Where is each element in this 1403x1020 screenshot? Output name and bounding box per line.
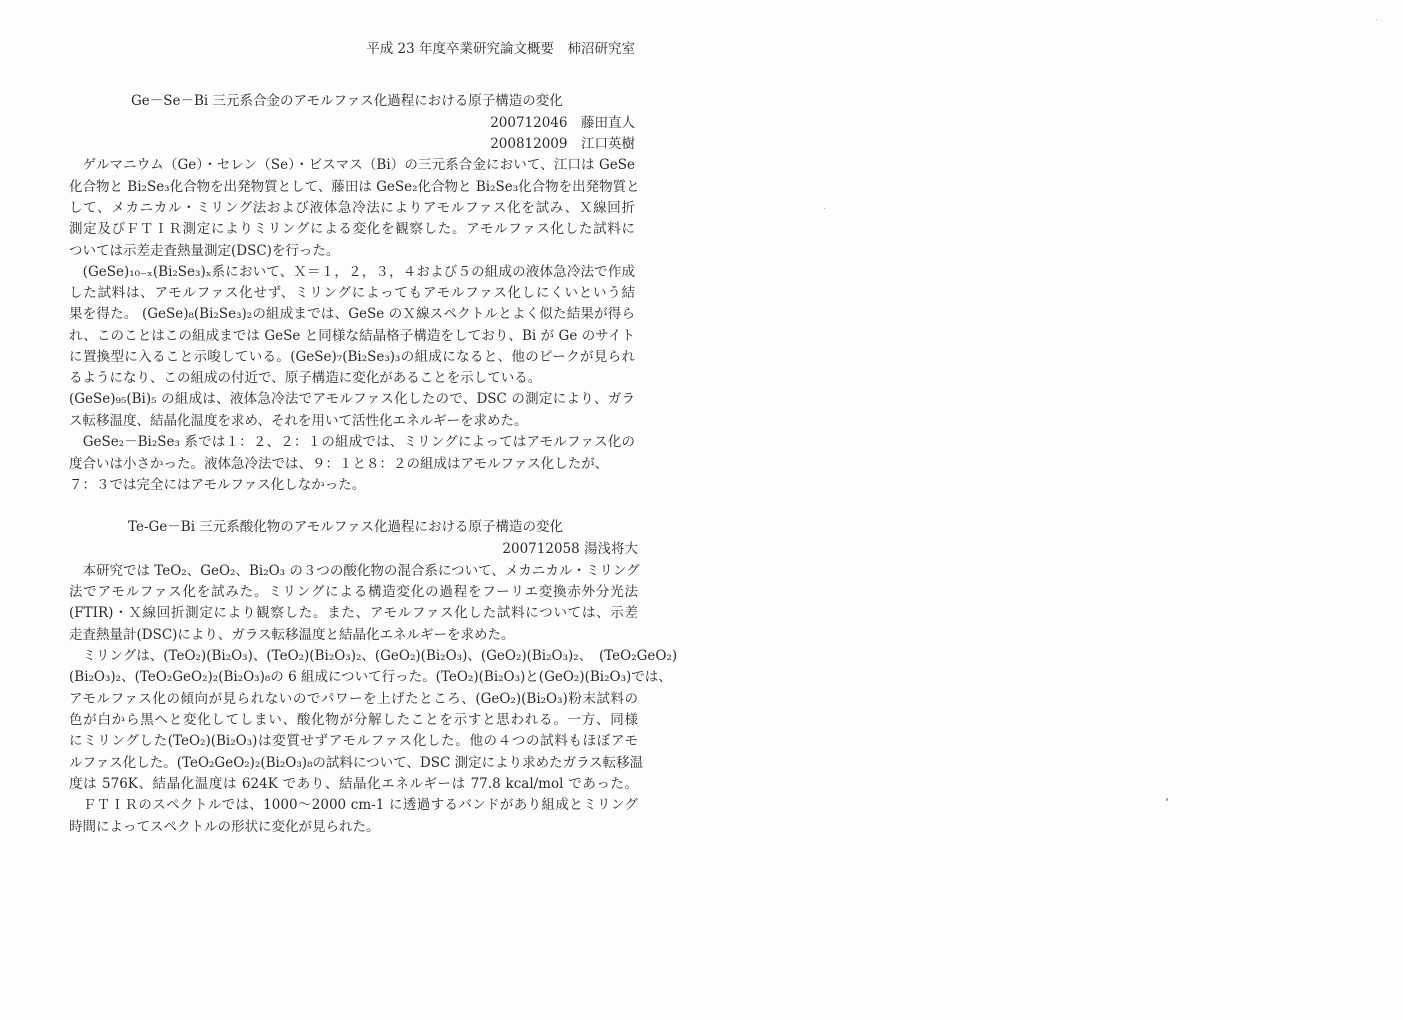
section1-line: (GeSe)₉₅(Bi)₅ の組成は、液体急冷法でアモルファス化したので、DSC の測定により、ガラ [69, 391, 635, 407]
section2-line: (Bi₂O₃)₂、(TeO₂GeO₂)₂(Bi₂O₃)₈の 6 組成について行った。(TeO₂)(Bi₂O₃)と(GeO₂)(Bi₂O₃)では、 [69, 669, 672, 685]
section1-line: れ、このことはこの組成までは GeSe と同様な結晶格子構造をしており、Bi が Ge のサイト [69, 328, 635, 344]
section2-line: ミリングは、(TeO₂)(Bi₂O₃)、(TeO₂)(Bi₂O₃)₂、(GeO₂)(Bi₂O₃)、(GeO₂)(Bi₂O₃)₂、 (TeO₂GeO₂) [69, 648, 678, 664]
section2-line: にミリングした(TeO₂)(Bi₂O₃)は変質せずアモルファス化した。他の４つの試料もほぼアモ [69, 733, 638, 749]
section1-line: 化合物と Bi₂Se₃化合物を出発物質として、藤田は GeSe₂化合物と Bi₂Se₃化合物を出発物質と [69, 179, 640, 195]
section1-line: (GeSe)₁₀₋ₓ(Bi₂Se₃)ₓ系において、Ｘ＝１，２，３，４および５の組成の液体急冷法で作成 [69, 264, 635, 280]
section1-author-1: 200712046 藤田直人 [490, 115, 635, 131]
section2-line: 色が白から黒へと変化してしまい、酸化物が分解したことを示すと思われる。一方、同様 [69, 712, 638, 728]
section1-line: 測定及びＦＴＩＲ測定によりミリングによる変化を観察した。アモルファス化した試料に [69, 221, 635, 237]
section2-line: 法でアモルファス化を試みた。ミリングによる構造変化の過程をフーリエ変換赤外分光法 [69, 584, 638, 600]
section1-line: した試料は、アモルファス化せず、ミリングによってもアモルファス化しにくいという結 [69, 285, 635, 301]
section1-line: ス転移温度、結晶化温度を求め、それを用いて活性化エネルギーを求めた。 [69, 413, 528, 429]
section1-line: に置換型に入ること示唆している。(GeSe)₇(Bi₂Se₃)₃の組成になると、他のピークが見られ [69, 349, 635, 365]
section2-line: (FTIR)・Ｘ線回折測定により観察した。また、アモルファス化した試料については、示差 [69, 605, 638, 621]
section1-line: ７：３では完全にはアモルファス化しなかった。 [69, 477, 366, 493]
section1-line: 度合いは小さかった。液体急冷法では、９：１と８：２の組成はアモルファス化したが、 [69, 456, 609, 472]
section1-line: るようになり、この組成の付近で、原子構造に変化があることを示している。 [69, 370, 542, 386]
section2-line: 走査熱量計(DSC)により、ガラス転移温度と結晶化エネルギーを求めた。 [69, 627, 515, 643]
section2-title: Te-Ge－Bi 三元系酸化物のアモルファス化過程における原子構造の変化 [128, 519, 563, 535]
section2-line: ＦＴＩＲのスペクトルでは、1000～2000 cm-1 に透過するバンドがあり組成とミリング [69, 797, 638, 813]
scan-speck [1166, 798, 1168, 801]
section1-author-2: 200812009 江口英樹 [490, 136, 635, 152]
section1-line: して、メカニカル・ミリング法および液体急冷法によりアモルファス化を試み、Ｘ線回折 [69, 200, 635, 216]
section1-line: GeSe₂－Bi₂Se₃ 系では１：２、２：１の組成では、ミリングによってはアモルファス化の [69, 434, 635, 450]
scan-speck [1376, 19, 1377, 20]
scan-speck [824, 208, 825, 209]
section1-line: 果を得た。 (GeSe)₈(Bi₂Se₃)₂の組成までは、GeSe のＸ線スペクトルとよく似た結果が得ら [69, 306, 635, 322]
section2-line: 本研究では TeO₂、GeO₂、Bi₂O₃ の３つの酸化物の混合系について、メカニカル・ミリング [69, 563, 640, 579]
section2-line: 度は 576K、結晶化温度は 624K であり、結晶化エネルギーは 77.8 kcal/mol であった。 [69, 776, 638, 792]
section1-line: ゲルマニウム（Ge）・セレン（Se）・ビスマス（Bi）の三元系合金において、江口は GeSe [69, 157, 635, 173]
section1-line: ついては示差走査熱量測定(DSC)を行った。 [69, 243, 340, 259]
section2-author: 200712058 湯浅将大 [502, 541, 638, 557]
section2-line: 時間によってスペクトルの形状に変化が見られた。 [69, 819, 380, 835]
section1-title: Ge－Se－Bi 三元系合金のアモルファス化過程における原子構造の変化 [131, 93, 563, 109]
page-header: 平成 23 年度卒業研究論文概要 柿沼研究室 [366, 41, 635, 57]
section2-line: アモルファス化の傾向が見られないのでパワーを上げたところ、(GeO₂)(Bi₂O₃)粉末試料の [69, 691, 638, 707]
section2-line: ルファス化した。(TeO₂GeO₂)₂(Bi₂O₃)₈の試料について、DSC 測定により求めたガラス転移温 [69, 755, 644, 771]
